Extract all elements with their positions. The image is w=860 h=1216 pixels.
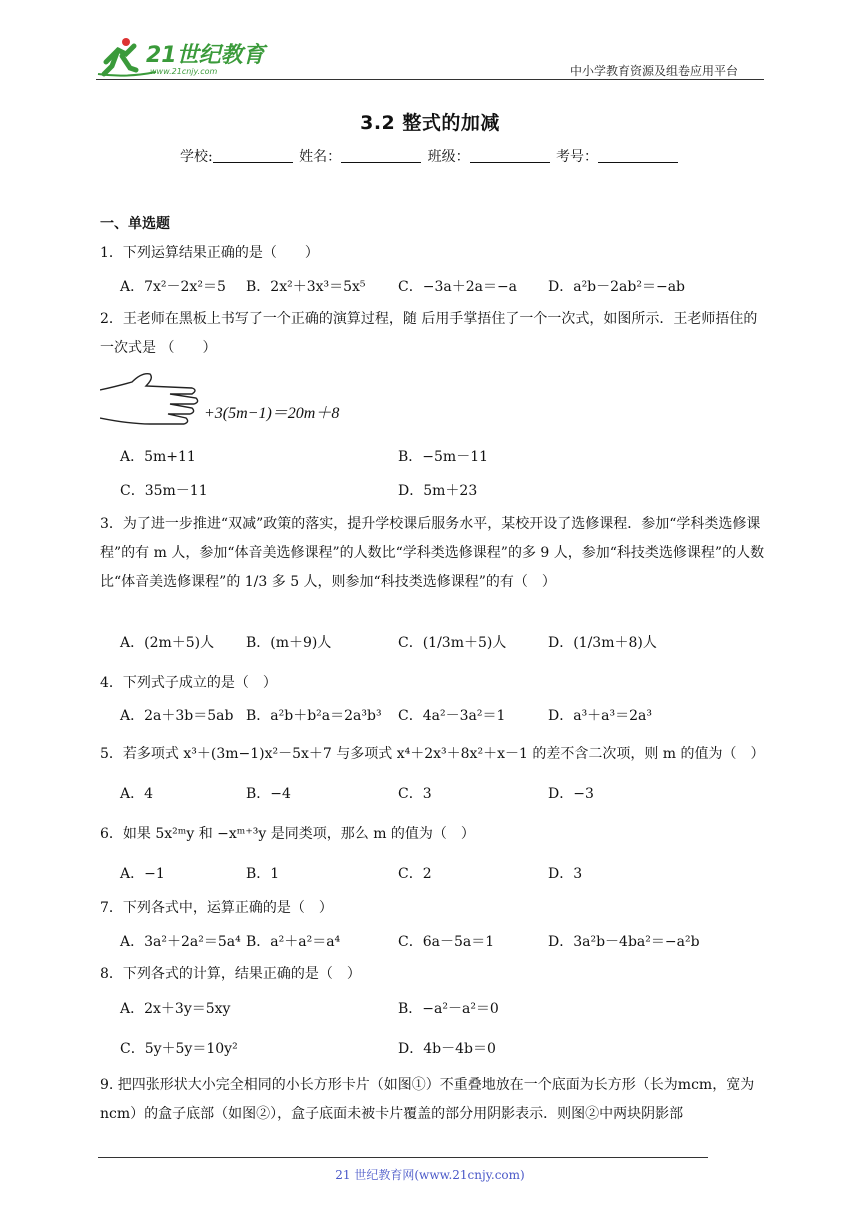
question-5-option-c[interactable]: C．3	[398, 786, 432, 802]
name-blank[interactable]	[341, 148, 421, 163]
question-3-option-d[interactable]: D．(1/3m＋8)人	[548, 635, 657, 651]
question-3-option-a[interactable]: A．(2m＋5)人	[120, 635, 215, 651]
class-blank[interactable]	[470, 148, 550, 163]
header-platform-text: 中小学教育资源及组卷应用平台	[570, 64, 739, 78]
page-title: 3.2 整式的加减	[360, 112, 500, 134]
question-1-option-b[interactable]: B．2x²＋3x³＝5x⁵	[246, 279, 366, 295]
footer-divider	[98, 1157, 708, 1158]
question-1-option-c[interactable]: C．−3a＋2a＝−a	[398, 279, 518, 295]
question-5-stem: 5．若多项式 x³＋(3m−1)x²－5x＋7 与多项式 x⁴＋2x³＋8x²＋x－1 的差不含二次项，则 m 的值为（ ）	[100, 746, 765, 762]
question-7-option-b[interactable]: B．a²＋a²＝a⁴	[246, 934, 341, 950]
question-4-option-d[interactable]: D．a³＋a³＝2a³	[548, 708, 653, 724]
palm-hand-icon	[100, 368, 200, 430]
question-8-option-c[interactable]: C．5y＋5y＝10y²	[120, 1041, 238, 1057]
class-label: 班级：	[427, 149, 470, 165]
question-8-option-a[interactable]: A．2x＋3y＝5xy	[120, 1001, 231, 1017]
name-label: 姓名：	[299, 149, 342, 165]
question-2-figure-equation: +3(5m−1)＝20m＋8	[204, 405, 340, 422]
school-blank[interactable]	[213, 148, 293, 163]
question-3-option-c[interactable]: C．(1/3m＋5)人	[398, 635, 507, 651]
question-8-option-b[interactable]: B．−a²－a²＝0	[398, 1001, 499, 1017]
question-7-option-a[interactable]: A．3a²＋2a²＝5a⁴	[120, 934, 241, 950]
question-1-option-a[interactable]: A．7x²－2x²＝5	[120, 279, 226, 295]
question-4-stem: 4．下列式子成立的是（ ）	[100, 675, 277, 691]
question-5-option-a[interactable]: A．4	[120, 786, 154, 802]
student-info-line	[0, 146, 860, 166]
school-label: 学校:	[179, 149, 213, 165]
question-2-option-c[interactable]: C．35m－11	[120, 483, 208, 499]
question-5-option-b[interactable]: B．−4	[246, 786, 291, 802]
question-3-option-b[interactable]: B．(m＋9)人	[246, 635, 332, 651]
question-6-option-c[interactable]: C．2	[398, 866, 432, 882]
question-1-stem: 1．下列运算结果正确的是（ ）	[100, 245, 319, 261]
question-7-option-c[interactable]: C．6a－5a＝1	[398, 934, 495, 950]
question-7-option-d[interactable]: D．3a²b－4ba²＝−a²b	[548, 934, 700, 950]
question-1-option-d[interactable]: D．a²b－2ab²＝−ab	[548, 279, 686, 295]
question-3-stem: 3．为了进一步推进“双减”政策的落实，提升学校课后服务水平，某校开设了选修课程．参加“学科类选修课程”的有 m 人，参加“体音美选修课程”的人数比“学科类选修课程”的多 9 人，参加“科技类选修课程”的人数比“体音美选修课程”的 1/3 多 5 人，则参加“科技类选修课程”的有（ ）	[100, 516, 765, 590]
number-blank[interactable]	[598, 148, 678, 163]
question-4-option-c[interactable]: C．4a²－3a²＝1	[398, 708, 506, 724]
header-divider	[96, 79, 764, 80]
question-7-stem: 7．下列各式中，运算正确的是（ ）	[100, 900, 333, 916]
question-6-option-b[interactable]: B．1	[246, 866, 280, 882]
number-label: 考号：	[556, 149, 599, 165]
question-8-stem: 8．下列各式的计算，结果正确的是（ ）	[100, 966, 361, 982]
question-2-option-d[interactable]: D．5m＋23	[398, 483, 478, 499]
question-6-option-a[interactable]: A．−1	[120, 866, 165, 882]
site-logo	[96, 34, 296, 80]
question-2-option-b[interactable]: B．−5m－11	[398, 449, 489, 465]
question-6-option-d[interactable]: D．3	[548, 866, 583, 882]
question-8-option-d[interactable]: D．4b－4b＝0	[398, 1041, 496, 1057]
section-heading: 一、单选题	[100, 216, 170, 232]
footer-site-link[interactable]: 21 世纪教育网(www.21cnjy.com)	[335, 1168, 525, 1182]
question-4-option-a[interactable]: A．2a＋3b＝5ab	[120, 708, 234, 724]
svg-text:21世纪教育: 21世纪教育	[146, 43, 265, 68]
question-5-option-d[interactable]: D．−3	[548, 786, 594, 802]
question-2-stem: 2．王老师在黑板上书写了一个正确的演算过程，随 后用手掌捂住了一个一次式，如图所示．王老师捂住的一次式是 （ ）	[100, 311, 758, 356]
question-4-option-b[interactable]: B．a²b＋b²a＝2a³b³	[246, 708, 382, 724]
question-9-stem: 9. 把四张形状大小完全相同的小长方形卡片（如图①）不重叠地放在一个底面为长方形（长为mcm，宽为ncm）的盒子底部（如图②），盒子底面未被卡片覆盖的部分用阴影表示．则图②中两块阴影部	[100, 1077, 755, 1122]
svg-text:www.21cnjy.com: www.21cnjy.com	[150, 67, 218, 76]
question-6-stem: 6．如果 5x²ᵐy 和 −xᵐ⁺³y 是同类项，那么 m 的值为（ ）	[100, 826, 475, 842]
question-2-option-a[interactable]: A．5m+11	[120, 449, 196, 465]
